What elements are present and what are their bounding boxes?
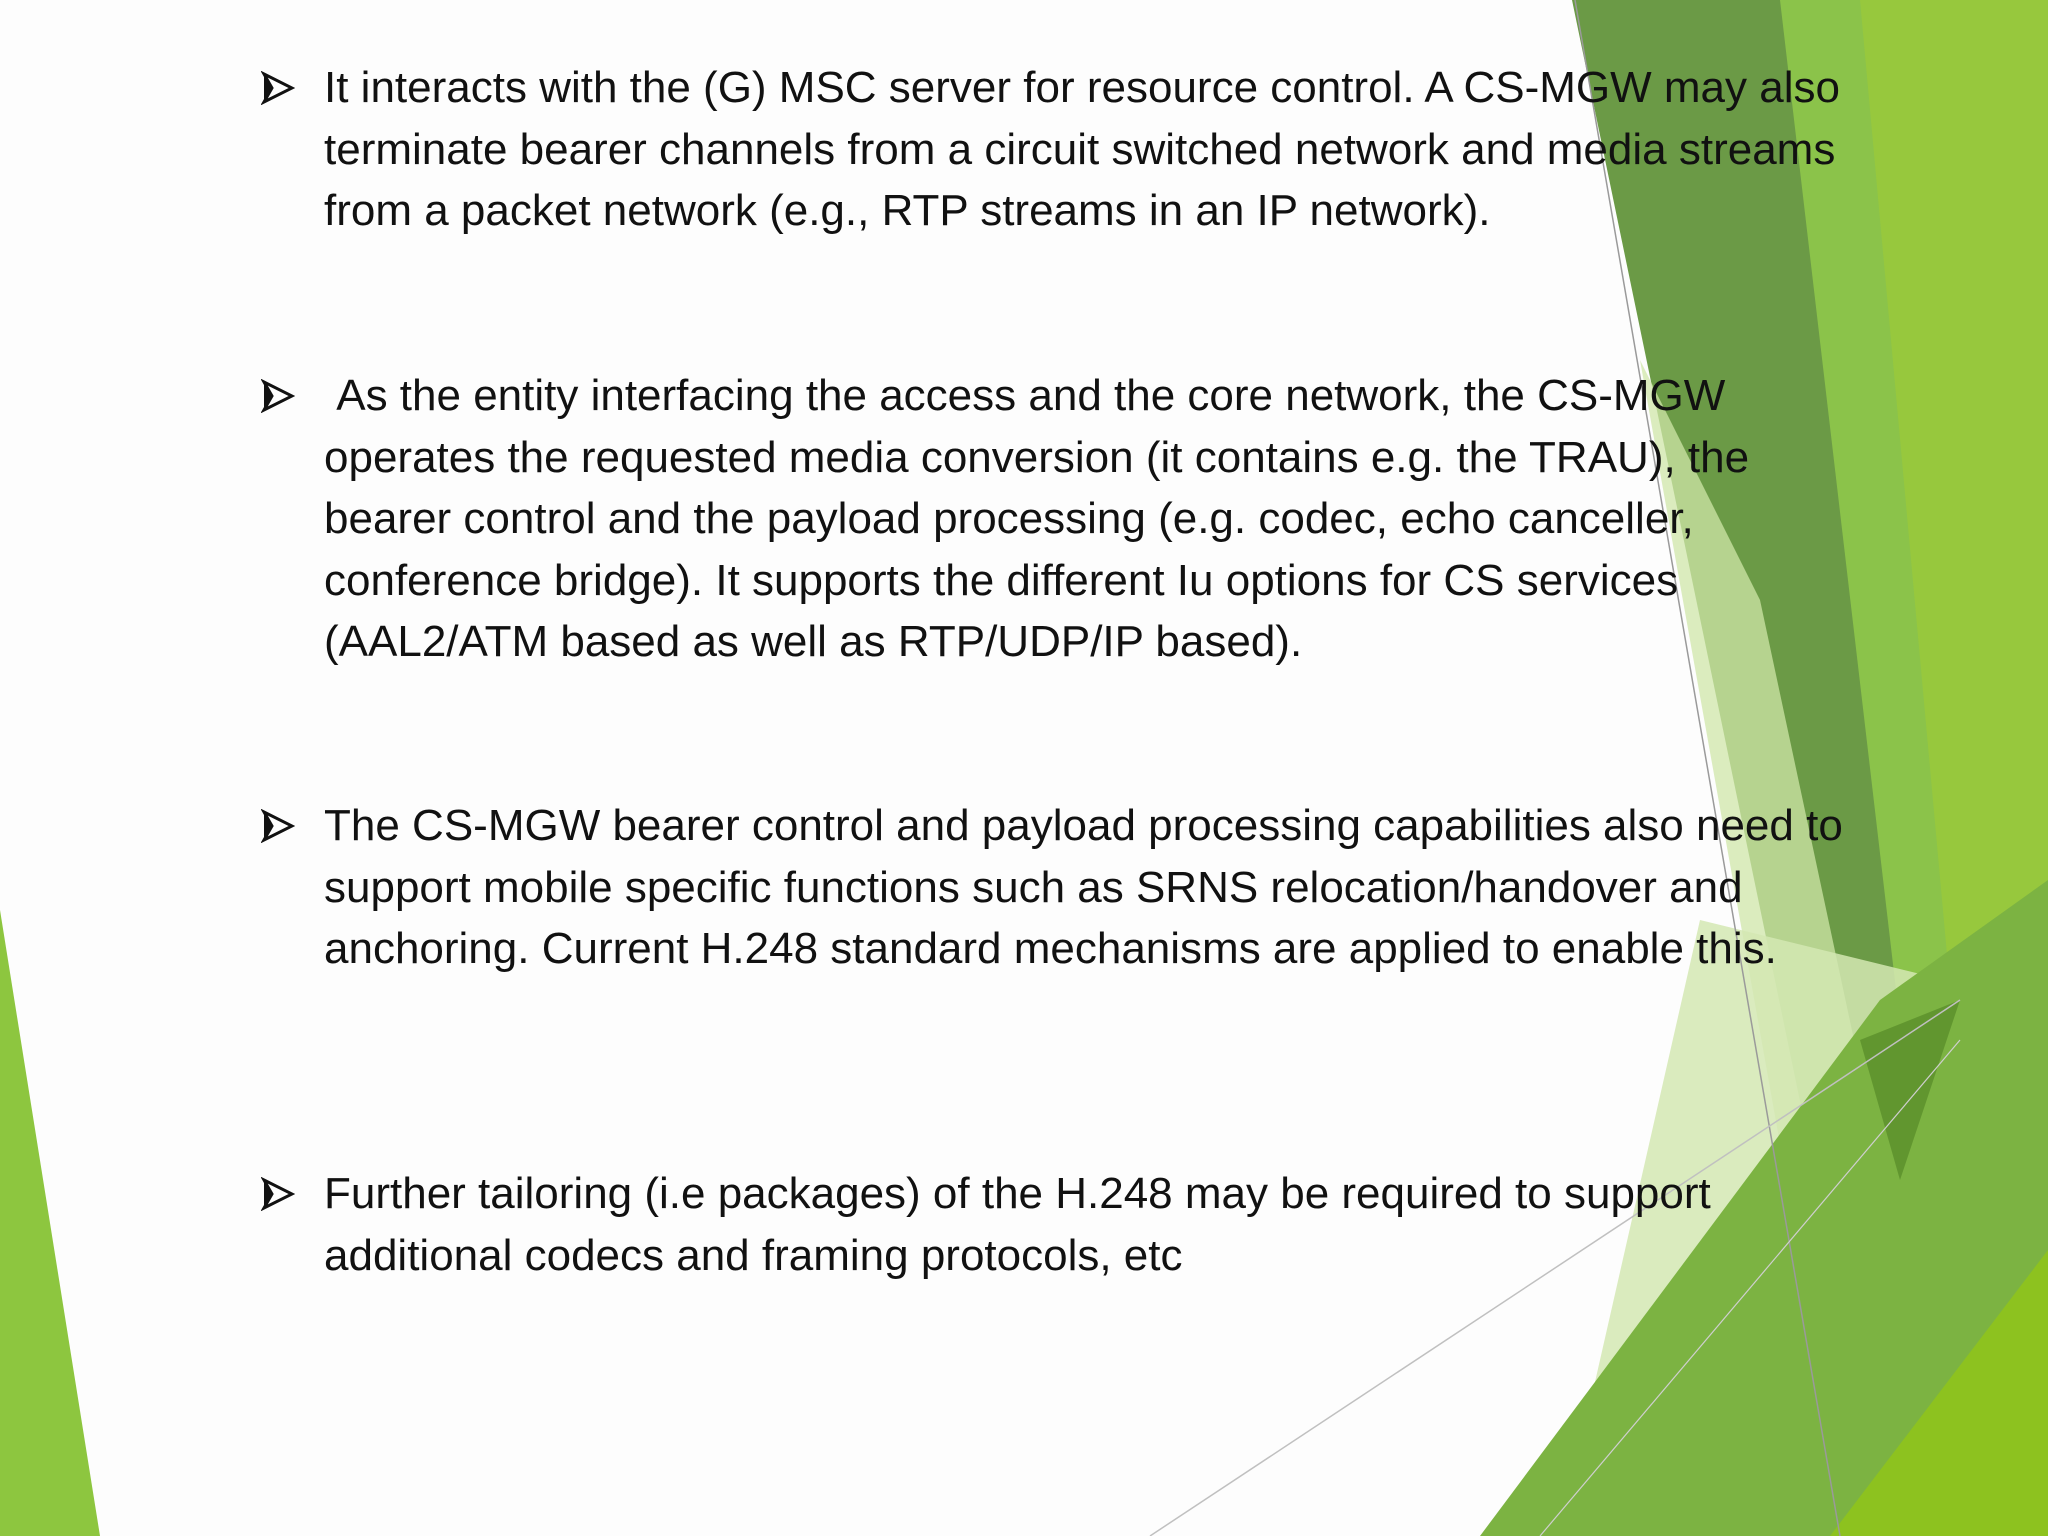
arrowhead-bullet-icon [258, 57, 298, 118]
arrowhead-bullet-icon [258, 365, 298, 426]
bullet-text: Further tailoring (i.e packages) of the H.248 may be required to support additional codecs and framing protocols, etc [324, 1169, 1723, 1280]
bullet-item [258, 57, 1878, 242]
bullet-item [258, 365, 1878, 673]
bullet-text: It interacts with the (G) MSC server for resource control. A CS-MGW may also terminate bearer channels from a circuit switched network and media streams from a packet network (e.g., RTP streams in an IP network). [324, 63, 1853, 235]
slide-content [258, 0, 1878, 1536]
bullet-item [258, 795, 1878, 980]
arrowhead-bullet-icon [258, 795, 298, 856]
bullet-item [258, 1163, 1878, 1286]
arrowhead-bullet-icon [258, 1163, 298, 1224]
left-green-wedge [0, 910, 100, 1536]
bullet-text: The CS-MGW bearer control and payload processing capabilities also need to support mobile specific functions such as SRNS relocation/handover and anchoring. Current H.248 standard mechanisms are applied to enable this. [324, 801, 1856, 973]
bullet-text: As the entity interfacing the access and the core network, the CS-MGW operates the requested media conversion (it contains e.g. the TRAU), the bearer control and the payload processing (e.g. codec, echo canceller, conference bridge). It supports the different Iu options for CS services (AAL2/ATM based as well as RTP/UDP/IP based). [324, 371, 1762, 666]
